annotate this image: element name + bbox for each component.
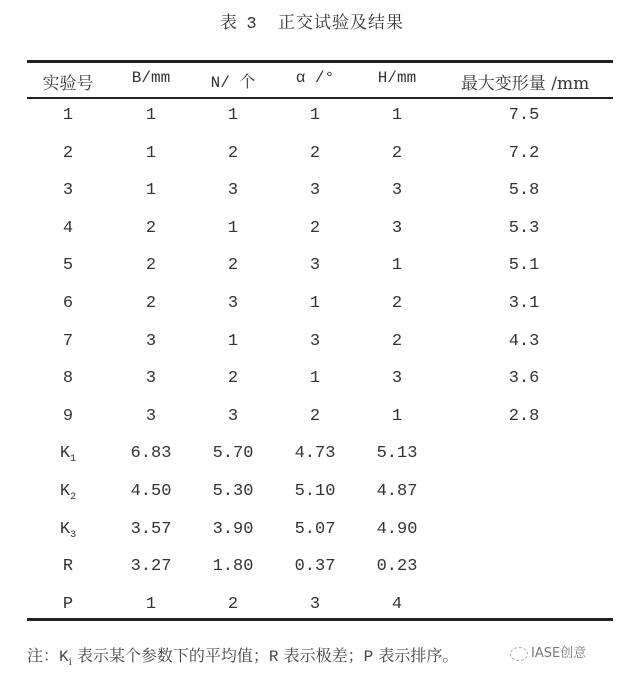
cell-max-deformation: 2.8 xyxy=(508,406,540,426)
cell-n-value: 3 xyxy=(227,294,239,313)
stats-cell-n-value: 1.80 xyxy=(212,557,254,577)
table-row xyxy=(0,181,624,207)
stats-row xyxy=(0,520,624,546)
stats-label xyxy=(63,595,73,616)
stats-cell-b-value: 3.57 xyxy=(130,519,172,539)
cell-b-value: 3 xyxy=(145,331,157,351)
stats-row xyxy=(0,595,624,621)
cell-n-value: 3 xyxy=(227,181,239,201)
stats-cell-h-value: 0.23 xyxy=(376,557,418,577)
note-k-sub: i xyxy=(68,657,72,668)
stats-cell-n-value: 5.70 xyxy=(212,444,254,464)
cell-h-value: 2 xyxy=(391,331,403,351)
cell-h-value: 2 xyxy=(391,143,403,163)
title-text: 正交试验及结果 xyxy=(278,13,404,33)
stats-cell-n-value: 2 xyxy=(227,594,239,614)
cell-experiment-no: 9 xyxy=(62,406,74,426)
watermark xyxy=(510,642,586,661)
cell-experiment-no: 7 xyxy=(62,331,74,351)
cell-experiment-no: 5 xyxy=(62,256,74,276)
cell-experiment-no: 6 xyxy=(62,294,74,313)
cell-n-value: 2 xyxy=(227,256,239,276)
stats-label-text: R xyxy=(62,557,74,577)
header-b: B/mm xyxy=(131,69,171,87)
cell-experiment-no: 8 xyxy=(62,369,74,389)
note-part2: 表示极差； xyxy=(278,646,364,665)
cell-max-deformation: 5.3 xyxy=(508,218,540,238)
wechat-icon xyxy=(510,647,528,661)
stats-cell-h-value: 5.13 xyxy=(376,444,418,464)
note-p-label: P xyxy=(363,648,374,666)
cell-h-value: 3 xyxy=(391,181,403,201)
cell-b-value: 1 xyxy=(145,143,157,163)
note-prefix: 注： xyxy=(27,646,60,665)
stats-label-text: P xyxy=(62,594,74,614)
watermark-text: IASE创意 xyxy=(531,646,587,661)
header-experiment-no: 实验号 xyxy=(42,74,94,94)
table-row xyxy=(0,256,624,282)
table-row xyxy=(0,407,624,433)
stats-label-text: K xyxy=(59,482,71,501)
stats-cell-b-value: 3.27 xyxy=(130,557,172,577)
table-row xyxy=(0,144,624,170)
stats-row xyxy=(0,482,624,508)
note-part3: 表示排序。 xyxy=(373,646,459,665)
stats-cell-b-value: 4.50 xyxy=(130,482,172,501)
cell-alpha-value: 1 xyxy=(309,294,321,313)
stats-row xyxy=(0,444,624,470)
cell-max-deformation: 7.5 xyxy=(508,106,540,125)
cell-b-value: 1 xyxy=(145,106,157,125)
cell-h-value: 2 xyxy=(391,294,403,313)
cell-alpha-value: 1 xyxy=(309,106,321,125)
cell-max-deformation: 3.1 xyxy=(508,294,540,313)
table-row xyxy=(0,219,624,245)
cell-n-value: 2 xyxy=(227,369,239,389)
stats-row xyxy=(0,557,624,583)
stats-cell-h-value: 4.87 xyxy=(376,482,418,501)
cell-b-value: 2 xyxy=(145,218,157,238)
cell-h-value: 3 xyxy=(391,218,403,238)
cell-b-value: 3 xyxy=(145,406,157,426)
cell-alpha-value: 3 xyxy=(309,331,321,351)
cell-alpha-value: 3 xyxy=(309,256,321,276)
stats-cell-alpha-value: 5.07 xyxy=(294,519,336,539)
cell-h-value: 3 xyxy=(391,369,403,389)
stats-cell-alpha-value: 0.37 xyxy=(294,557,336,577)
stats-cell-b-value: 6.83 xyxy=(130,444,172,464)
stats-label-text: K xyxy=(59,444,71,464)
stats-label xyxy=(60,444,76,465)
header-h: H/mm xyxy=(377,69,417,87)
stats-cell-n-value: 3.90 xyxy=(212,519,254,539)
cell-max-deformation: 5.1 xyxy=(508,256,540,276)
header-n: N/ 个 xyxy=(210,74,256,92)
cell-experiment-no: 4 xyxy=(62,218,74,238)
cell-h-value: 1 xyxy=(391,106,403,125)
cell-n-value: 3 xyxy=(227,406,239,426)
stats-label-sub: 1 xyxy=(70,454,77,466)
table-header-row xyxy=(0,69,624,95)
title-prefix: 表 xyxy=(219,13,238,33)
cell-b-value: 3 xyxy=(145,369,157,389)
cell-alpha-value: 1 xyxy=(309,369,321,389)
cell-alpha-value: 2 xyxy=(309,143,321,163)
cell-alpha-value: 3 xyxy=(309,181,321,201)
stats-cell-b-value: 1 xyxy=(145,594,157,614)
header-alpha: α /° xyxy=(295,69,335,87)
top-rule xyxy=(27,60,613,63)
stats-label xyxy=(63,557,73,578)
cell-experiment-no: 3 xyxy=(62,181,74,201)
cell-b-value: 2 xyxy=(145,256,157,276)
table-row xyxy=(0,369,624,395)
stats-cell-alpha-value: 5.10 xyxy=(294,482,336,501)
cell-b-value: 1 xyxy=(145,181,157,201)
title-number: 3 xyxy=(246,15,258,34)
cell-experiment-no: 2 xyxy=(62,143,74,163)
table-row xyxy=(0,332,624,358)
cell-max-deformation: 7.2 xyxy=(508,143,540,163)
bottom-rule xyxy=(27,618,613,621)
cell-b-value: 2 xyxy=(145,294,157,313)
stats-cell-alpha-value: 3 xyxy=(309,594,321,614)
cell-max-deformation: 5.8 xyxy=(508,181,540,201)
cell-experiment-no: 1 xyxy=(62,106,74,125)
cell-n-value: 1 xyxy=(227,331,239,351)
cell-h-value: 1 xyxy=(391,406,403,426)
cell-n-value: 1 xyxy=(227,106,239,125)
header-rule xyxy=(27,97,613,99)
stats-label-sub: 2 xyxy=(70,492,77,503)
table-row xyxy=(0,294,624,320)
stats-cell-h-value: 4 xyxy=(391,594,403,614)
stats-cell-n-value: 5.30 xyxy=(212,482,254,501)
note-r-label: R xyxy=(268,648,279,666)
table-row xyxy=(0,106,624,132)
stats-cell-h-value: 4.90 xyxy=(376,519,418,539)
stats-cell-alpha-value: 4.73 xyxy=(294,444,336,464)
stats-label-text: K xyxy=(59,519,71,539)
cell-max-deformation: 4.3 xyxy=(508,331,540,351)
stats-label xyxy=(60,520,76,541)
cell-alpha-value: 2 xyxy=(309,218,321,238)
stats-label xyxy=(60,482,76,503)
cell-n-value: 1 xyxy=(227,218,239,238)
note-part1: 表示某个参数下的平均值； xyxy=(71,646,269,665)
cell-h-value: 1 xyxy=(391,256,403,276)
header-max-deformation: 最大变形量 /mm xyxy=(460,74,590,94)
table-title xyxy=(0,8,624,34)
cell-max-deformation: 3.6 xyxy=(508,369,540,389)
cell-alpha-value: 2 xyxy=(309,406,321,426)
stats-label-sub: 3 xyxy=(70,529,77,541)
table-footnote xyxy=(27,643,458,668)
cell-n-value: 2 xyxy=(227,143,239,163)
note-k-label: K xyxy=(59,648,69,666)
